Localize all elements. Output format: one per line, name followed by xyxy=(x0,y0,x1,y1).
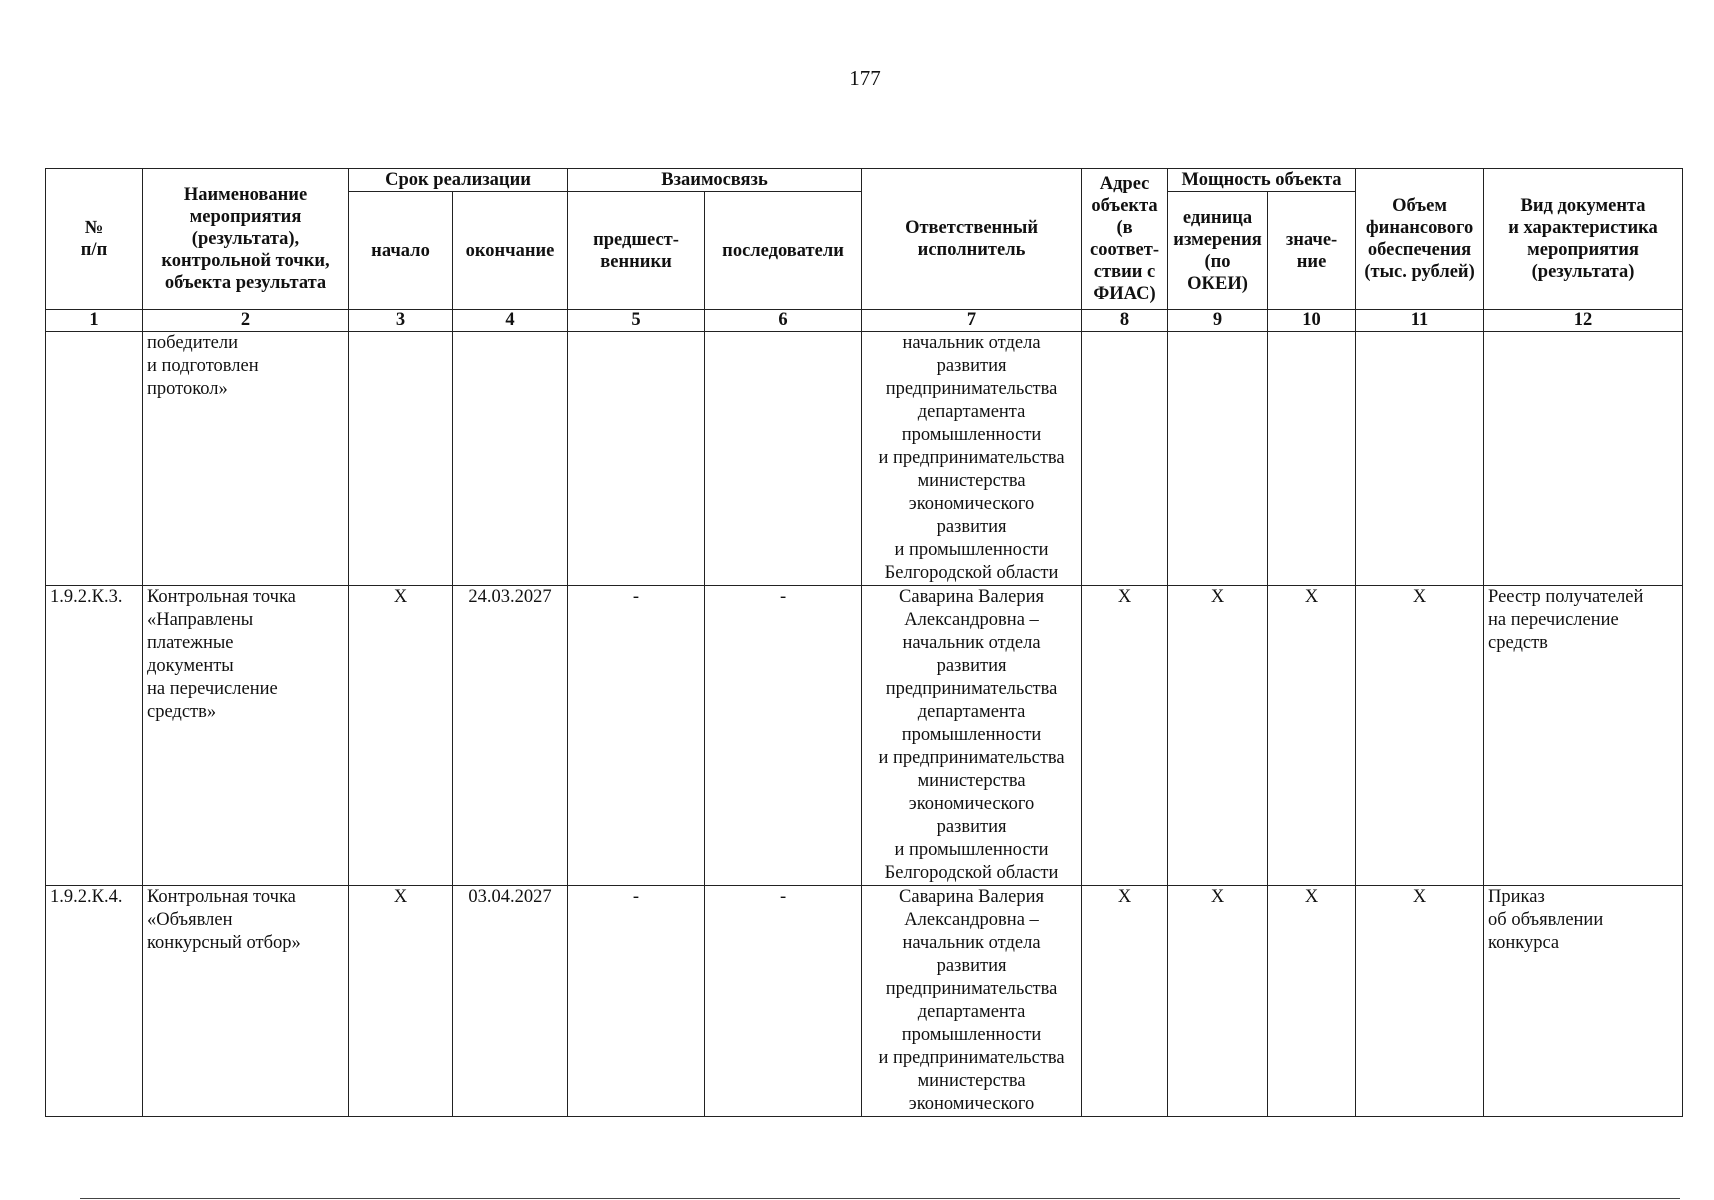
text-line: и предпринимательства xyxy=(878,448,1065,468)
text-line: Реестр получателей xyxy=(1488,587,1644,607)
text-line: и промышленности xyxy=(894,840,1049,860)
row-address: X xyxy=(1082,886,1168,1117)
header-doc-type xyxy=(1484,169,1683,310)
row-name xyxy=(143,886,349,1117)
header-relation-prev xyxy=(568,192,705,310)
row-executor xyxy=(862,886,1082,1117)
text-line: Приказ xyxy=(1488,887,1545,907)
text-line: протокол» xyxy=(147,379,228,399)
row-number: 1.9.2.К.3. xyxy=(46,586,143,886)
header-period-start: начало xyxy=(349,192,453,310)
text-line: промышленности xyxy=(901,1025,1042,1045)
row-finance: X xyxy=(1356,586,1484,886)
row-name xyxy=(143,332,349,586)
text-line: экономического xyxy=(908,794,1035,814)
text-line: промышленности xyxy=(901,725,1042,745)
text-line: (по xyxy=(1204,251,1231,272)
text-line: министерства xyxy=(917,471,1026,491)
row-doc xyxy=(1484,332,1683,586)
row-predecessors: - xyxy=(568,886,705,1117)
text-line: «Объявлен xyxy=(147,910,233,930)
row-value: X xyxy=(1268,586,1356,886)
row-doc xyxy=(1484,886,1683,1117)
table-row xyxy=(46,332,1683,586)
column-number: 7 xyxy=(862,310,1082,332)
header-capacity-value xyxy=(1268,192,1356,310)
text-line: (результата) xyxy=(1531,262,1635,282)
text-line: Наименование xyxy=(183,185,308,205)
text-line: и промышленности xyxy=(894,540,1049,560)
row-executor xyxy=(862,332,1082,586)
text-line: и подготовлен xyxy=(147,356,259,376)
text-line: начальник отдела xyxy=(902,333,1041,353)
header-period: Срок реализации xyxy=(349,169,568,192)
text-line: министерства xyxy=(917,1071,1026,1091)
text-line: предпринимательства xyxy=(885,679,1058,699)
text-line: Контрольная точка xyxy=(147,587,296,607)
row-start: X xyxy=(349,886,453,1117)
header-finance xyxy=(1356,169,1484,310)
column-number: 6 xyxy=(705,310,862,332)
text-line: ние xyxy=(1296,251,1327,272)
column-number: 3 xyxy=(349,310,453,332)
text-line: обеспечения xyxy=(1367,240,1472,260)
text-line: победители xyxy=(147,333,239,353)
text-line: исполнитель xyxy=(917,240,1026,260)
text-line: Вид документа xyxy=(1520,196,1646,216)
text-line: п/п xyxy=(80,240,108,260)
header-relation-next: последователи xyxy=(705,192,862,310)
column-number: 4 xyxy=(453,310,568,332)
text-line: развития xyxy=(936,956,1007,976)
column-number: 8 xyxy=(1082,310,1168,332)
text-line: объекта результата xyxy=(164,273,327,293)
text-line: развития xyxy=(936,356,1007,376)
text-line: значе- xyxy=(1285,229,1338,250)
text-line: Белгородской области xyxy=(884,863,1059,883)
text-line: контрольной точки, xyxy=(161,251,330,271)
text-line: измерения xyxy=(1173,229,1262,250)
text-line: департамента xyxy=(917,702,1026,722)
header-address xyxy=(1082,169,1168,310)
text-line: Адрес xyxy=(1099,174,1150,194)
row-address xyxy=(1082,332,1168,586)
text-line: финансового xyxy=(1365,218,1474,238)
text-line: министерства xyxy=(917,771,1026,791)
text-line: единица xyxy=(1182,207,1253,228)
column-number: 10 xyxy=(1268,310,1356,332)
text-line: ОКЕИ) xyxy=(1187,273,1248,294)
text-line: Ответственный xyxy=(905,218,1038,238)
text-line: ствии с xyxy=(1093,262,1156,282)
row-finance: X xyxy=(1356,886,1484,1117)
text-line: промышленности xyxy=(901,425,1042,445)
text-line: (результата), xyxy=(191,229,300,249)
page-number: 177 xyxy=(849,66,881,90)
text-line: венники xyxy=(600,251,672,272)
text-line: (в xyxy=(1116,218,1133,238)
text-line: Александровна – xyxy=(904,910,1039,930)
row-successors: - xyxy=(705,886,862,1117)
text-line: средств xyxy=(1488,633,1548,653)
row-address: X xyxy=(1082,586,1168,886)
text-line: Белгородской области xyxy=(884,563,1059,583)
header-capacity-unit xyxy=(1168,192,1268,310)
column-number: 11 xyxy=(1356,310,1484,332)
text-line: начальник отдела xyxy=(902,633,1041,653)
column-number: 9 xyxy=(1168,310,1268,332)
row-name xyxy=(143,586,349,886)
text-line: Саварина Валерия xyxy=(899,587,1045,607)
row-unit xyxy=(1168,332,1268,586)
text-line: ФИАС) xyxy=(1093,284,1156,304)
text-line: департамента xyxy=(917,1002,1026,1022)
text-line: и характеристика xyxy=(1508,218,1658,238)
header-period-end: окончание xyxy=(453,192,568,310)
row-start xyxy=(349,332,453,586)
text-line: экономического xyxy=(908,1094,1035,1114)
column-number: 5 xyxy=(568,310,705,332)
text-line: и предпринимательства xyxy=(878,748,1065,768)
row-predecessors: - xyxy=(568,586,705,886)
text-line: № xyxy=(84,218,104,238)
column-number: 12 xyxy=(1484,310,1683,332)
text-line: департамента xyxy=(917,402,1026,422)
row-number: 1.9.2.К.4. xyxy=(46,886,143,1117)
row-value: X xyxy=(1268,886,1356,1117)
text-line: конкурсный отбор» xyxy=(147,933,301,953)
text-line: развития xyxy=(936,656,1007,676)
text-line: развития xyxy=(936,817,1007,837)
text-line: предшест- xyxy=(593,229,679,250)
row-successors: - xyxy=(705,586,862,886)
text-line: на перечисление xyxy=(1488,610,1619,630)
text-line: предпринимательства xyxy=(885,979,1058,999)
text-line: «Направлены xyxy=(147,610,254,630)
column-numbers-row xyxy=(46,310,1683,332)
column-number: 1 xyxy=(46,310,143,332)
text-line: Александровна – xyxy=(904,610,1039,630)
text-line: мероприятия xyxy=(189,207,302,227)
text-line: (тыс. рублей) xyxy=(1364,262,1475,282)
text-line: мероприятия xyxy=(1527,240,1639,260)
control-points-table xyxy=(45,168,1683,1117)
text-line: Объем xyxy=(1392,196,1447,216)
row-successors xyxy=(705,332,862,586)
text-line: конкурса xyxy=(1488,933,1560,953)
row-end xyxy=(453,332,568,586)
text-line: соответ- xyxy=(1090,240,1160,260)
row-predecessors xyxy=(568,332,705,586)
row-value xyxy=(1268,332,1356,586)
row-start: X xyxy=(349,586,453,886)
text-line: на перечисление xyxy=(147,679,278,699)
text-line: документы xyxy=(147,656,234,676)
text-line: и предпринимательства xyxy=(878,1048,1065,1068)
bottom-rule xyxy=(80,1198,1680,1199)
header-name xyxy=(143,169,349,310)
text-line: платежные xyxy=(147,633,234,653)
row-doc xyxy=(1484,586,1683,886)
text-line: развития xyxy=(936,517,1007,537)
text-line: средств» xyxy=(147,702,217,722)
text-line: Контрольная точка xyxy=(147,887,296,907)
row-executor xyxy=(862,586,1082,886)
text-line: Саварина Валерия xyxy=(899,887,1045,907)
table-row xyxy=(46,586,1683,886)
text-line: объекта xyxy=(1091,196,1158,216)
table-row xyxy=(46,886,1683,1117)
header-executor xyxy=(862,169,1082,310)
header-num xyxy=(46,169,143,310)
row-unit: X xyxy=(1168,886,1268,1117)
row-end: 03.04.2027 xyxy=(453,886,568,1117)
row-number xyxy=(46,332,143,586)
header-relation: Взаимосвязь xyxy=(568,169,862,192)
row-unit: X xyxy=(1168,586,1268,886)
column-number: 2 xyxy=(143,310,349,332)
row-finance xyxy=(1356,332,1484,586)
text-line: предпринимательства xyxy=(885,379,1058,399)
text-line: об объявлении xyxy=(1488,910,1604,930)
row-end: 24.03.2027 xyxy=(453,586,568,886)
text-line: экономического xyxy=(908,494,1035,514)
text-line: начальник отдела xyxy=(902,933,1041,953)
header-capacity: Мощность объекта xyxy=(1168,169,1356,192)
